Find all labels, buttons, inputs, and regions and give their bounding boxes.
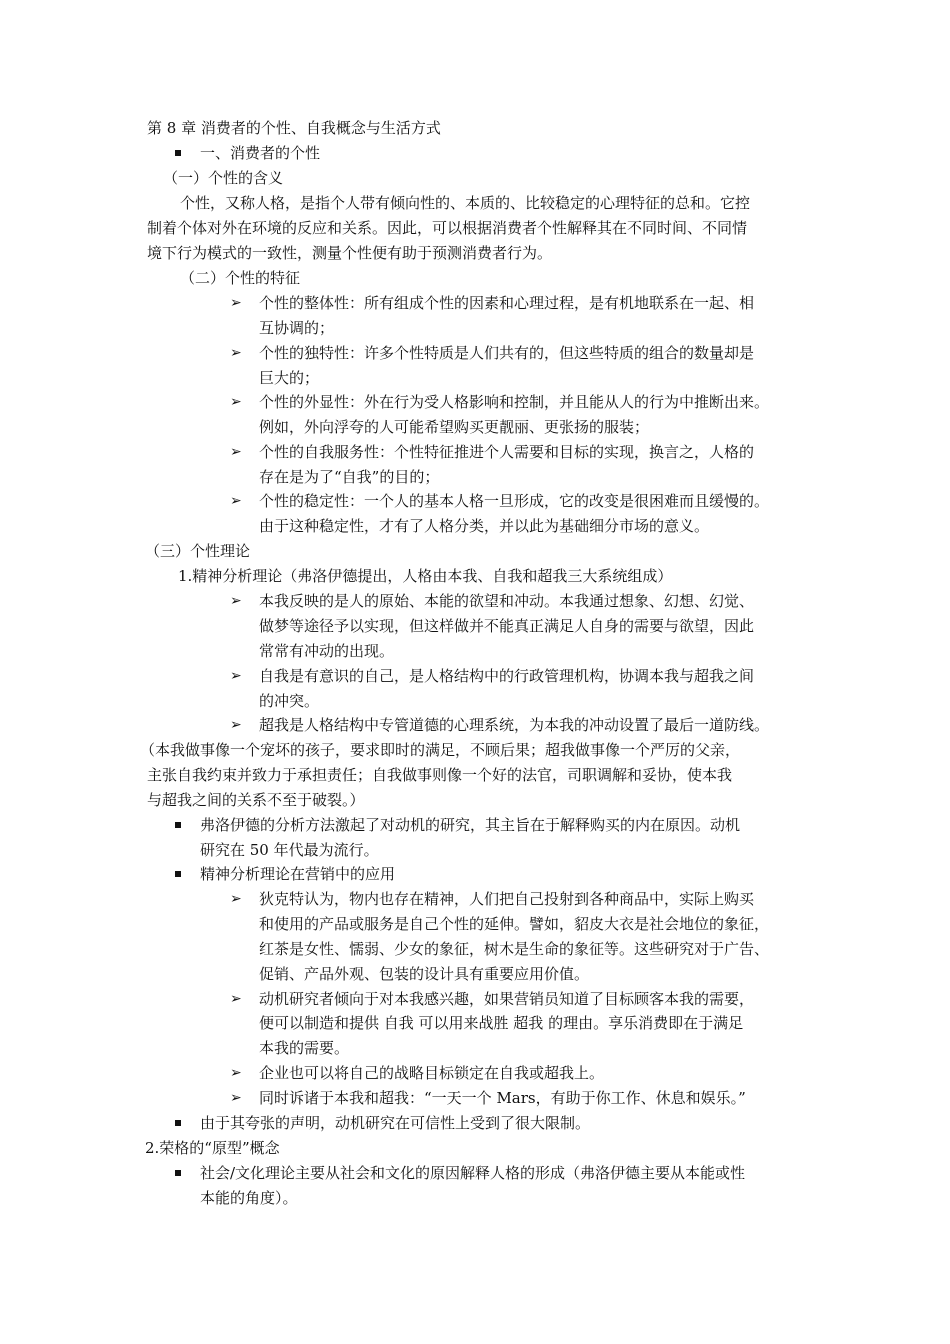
list-item: 个性的整体性：所有组成个性的因素和心理过程，是有机地联系在一起、相 <box>259 294 755 312</box>
list-item: 个性的独特性：许多个性特质是人们共有的，但这些特质的组合的数量却是 <box>259 344 755 362</box>
bullet-text: 弗洛伊德的分析方法激起了对动机的研究，其主旨在于解释购买的内在原因。动机 <box>200 816 741 834</box>
list-item: 企业也可以将自己的战略目标锁定在自我或超我上。 <box>259 1064 605 1082</box>
list-item: 本我的需要。 <box>259 1039 350 1057</box>
list-item: 红茶是女性、懦弱、少女的象征，树木是生命的象征等。这些研究对于广告、 <box>259 940 770 958</box>
list-item: 促销、产品外观、包装的设计具有重要应用价值。 <box>259 965 590 983</box>
list-item: 常常有冲动的出现。 <box>259 642 395 660</box>
arrow-bullet-icon: ➢ <box>230 1065 242 1081</box>
arrow-bullet-icon: ➢ <box>230 668 242 684</box>
bullet-text: 本能的角度）。 <box>200 1189 298 1207</box>
bullet-text: 精神分析理论在营销中的应用 <box>200 865 396 883</box>
list-item: 巨大的； <box>259 369 320 387</box>
arrow-bullet-icon: ➢ <box>230 1090 242 1106</box>
list-item: 互协调的； <box>259 319 335 337</box>
list-item: 例如，外向浮夸的人可能希望购买更靓丽、更张扬的服装； <box>259 418 650 436</box>
list-item: 和使用的产品或服务是自己个性的延伸。譬如，貂皮大衣是社会地位的象征， <box>259 915 770 933</box>
subsection-heading: （三）个性理论 <box>145 542 251 560</box>
doc-title: 第 8 章 消费者的个性、自我概念与生活方式 <box>147 119 441 137</box>
arrow-bullet-icon: ➢ <box>230 394 242 410</box>
bullet-text: 研究在 50 年代最为流行。 <box>200 841 379 859</box>
list-item: 由于这种稳定性，才有了人格分类，并以此为基础细分市场的意义。 <box>259 517 710 535</box>
arrow-bullet-icon: ➢ <box>230 444 242 460</box>
arrow-bullet-icon: ➢ <box>230 345 242 361</box>
list-item: 便可以制造和提供 自我 可以用来战胜 超我 的理由。享乐消费即在于满足 <box>259 1014 744 1032</box>
bullet-square <box>175 871 181 877</box>
arrow-bullet-icon: ➢ <box>230 991 242 1007</box>
list-item: 个性的稳定性：一个人的基本人格一旦形成，它的改变是很困难而且缓慢的。 <box>259 492 770 510</box>
list-item: 存在是为了“自我”的目的； <box>259 468 440 486</box>
subsection-heading: （一）个性的含义 <box>163 169 284 187</box>
list-item: 做梦等途径予以实现，但这样做并不能真正满足人自身的需要与欲望，因此 <box>259 617 755 635</box>
section-heading: 一、消费者的个性 <box>200 144 321 162</box>
paragraph-line: 境下行为模式的一致性，测量个性便有助于预测消费者行为。 <box>147 244 553 262</box>
bullet-square <box>175 1170 181 1176</box>
note-line: 主张自我约束并致力于承担责任；自我做事则像一个好的法官，司职调解和妥协，使本我 <box>147 766 733 784</box>
arrow-bullet-icon: ➢ <box>230 295 242 311</box>
arrow-bullet-icon: ➢ <box>230 593 242 609</box>
list-item: 同时诉诸于本我和超我：“一天一个 Mars，有助于你工作、休息和娱乐。” <box>259 1089 746 1107</box>
paragraph-line: 个性，又称人格，是指个人带有倾向性的、本质的、比较稳定的心理特征的总和。它控 <box>180 194 751 212</box>
theory-heading: 1.精神分析理论（弗洛伊德提出，人格由本我、自我和超我三大系统组成） <box>178 567 673 585</box>
subsection-heading: （二）个性的特征 <box>180 269 301 287</box>
list-item: 自我是有意识的自己，是人格结构中的行政管理机构，协调本我与超我之间 <box>259 667 755 685</box>
list-item: 动机研究者倾向于对本我感兴趣，如果营销员知道了目标顾客本我的需要， <box>259 990 755 1008</box>
arrow-bullet-icon: ➢ <box>230 717 242 733</box>
arrow-bullet-icon: ➢ <box>230 493 242 509</box>
list-item: 超我是人格结构中专管道德的心理系统，为本我的冲动设置了最后一道防线。 <box>259 716 770 734</box>
note-line: 与超我之间的关系不至于破裂。） <box>147 791 365 809</box>
bullet-square <box>175 150 181 156</box>
bullet-text: 由于其夸张的声明，动机研究在可信性上受到了很大限制。 <box>200 1114 591 1132</box>
arrow-bullet-icon: ➢ <box>230 891 242 907</box>
paragraph-line: 制着个体对外在环境的反应和关系。因此，可以根据消费者个性解释其在不同时间、不同情 <box>147 219 748 237</box>
bullet-square <box>175 1120 181 1126</box>
list-item: 个性的自我服务性：个性特征推进个人需要和目标的实现，换言之，人格的 <box>259 443 755 461</box>
bullet-text: 社会/文化理论主要从社会和文化的原因解释人格的形成（弗洛伊德主要从本能或性 <box>200 1164 746 1182</box>
note-line: （本我做事像一个宠坏的孩子，要求即时的满足，不顾后果；超我做事像一个严厉的父亲， <box>140 741 741 759</box>
bullet-square <box>175 822 181 828</box>
list-item: 狄克特认为，物内也存在精神，人们把自己投射到各种商品中，实际上购买 <box>259 890 755 908</box>
theory-heading: 2.荣格的“原型”概念 <box>145 1139 280 1157</box>
list-item: 的冲突。 <box>259 692 320 710</box>
list-item: 个性的外显性：外在行为受人格影响和控制，并且能从人的行为中推断出来。 <box>259 393 770 411</box>
list-item: 本我反映的是人的原始、本能的欲望和冲动。本我通过想象、幻想、幻觉、 <box>259 592 755 610</box>
